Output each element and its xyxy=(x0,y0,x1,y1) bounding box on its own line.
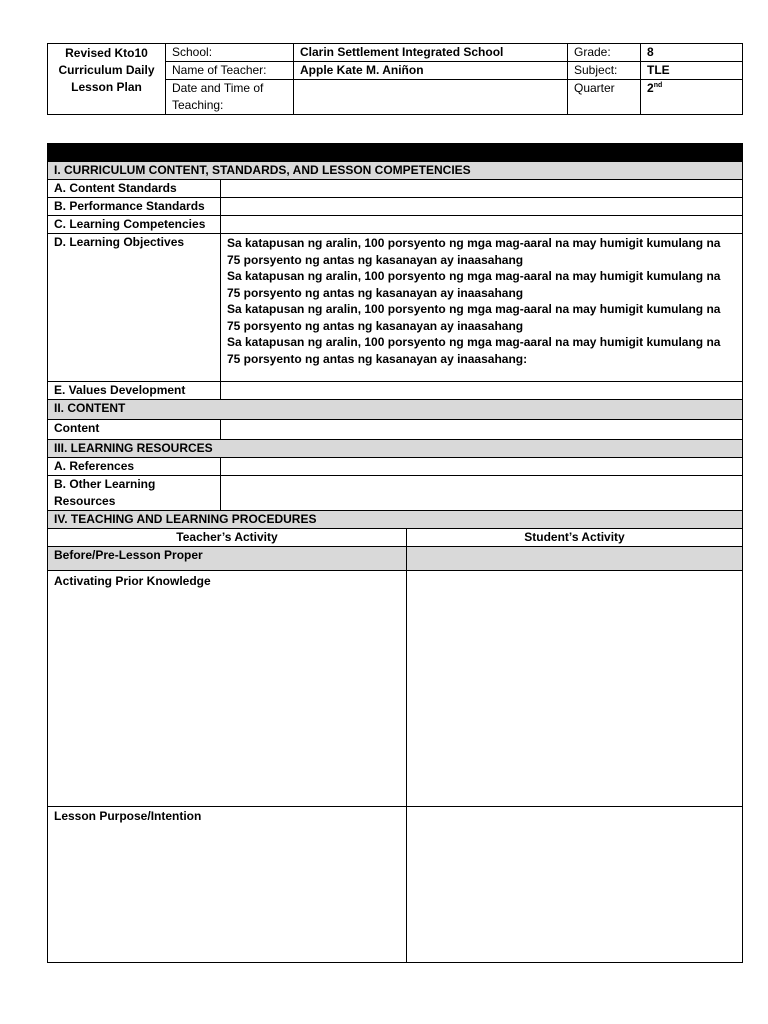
performance-standards-value xyxy=(221,198,743,216)
school-label: School: xyxy=(166,44,294,62)
activating-prior-knowledge-student xyxy=(407,571,743,807)
date-label xyxy=(166,80,294,115)
school-value: Clarin Settlement Integrated School xyxy=(294,44,568,62)
references-value xyxy=(221,458,743,476)
grade-label: Grade: xyxy=(568,44,641,62)
quarter-number: 2 xyxy=(647,81,654,95)
title-line: Lesson Plan xyxy=(71,80,142,94)
quarter-suffix: nd xyxy=(653,82,663,89)
subject-value: TLE xyxy=(641,62,743,80)
content-label: Content xyxy=(48,420,221,440)
lesson-plan-table xyxy=(47,143,743,963)
before-lesson-student xyxy=(407,547,743,571)
learning-objectives-label: D. Learning Objectives xyxy=(48,234,221,382)
objective-line: Sa katapusan ng aralin, 100 porsyento ng mga mag-aaral na may humigit kumulang na xyxy=(227,269,721,283)
date-label-line: Teaching: xyxy=(172,98,224,112)
document-title xyxy=(48,44,166,115)
objective-line: 75 porsyento ng antas ng kasanayan ay inaasahang: xyxy=(227,351,528,366)
student-activity-header: Student’s Activity xyxy=(407,529,743,547)
teacher-activity-header: Teacher’s Activity xyxy=(48,529,407,547)
date-label-line: Date and Time of xyxy=(172,81,264,95)
quarter-label: Quarter xyxy=(568,80,641,115)
quarter-value xyxy=(641,80,743,115)
section-resources: III. LEARNING RESOURCES xyxy=(48,440,743,458)
objective-line: 75 porsyento ng antas ng kasanayan ay inaasahang xyxy=(227,252,524,267)
objective-line: 75 porsyento ng antas ng kasanayan ay inaasahang xyxy=(227,285,524,300)
activating-prior-knowledge-label: Activating Prior Knowledge xyxy=(48,571,407,807)
other-resources-line: Resources xyxy=(54,494,116,508)
learning-objectives-value xyxy=(221,234,743,382)
other-resources-value xyxy=(221,476,743,511)
section-curriculum: I. CURRICULUM CONTENT, STANDARDS, AND LESSON COMPETENCIES xyxy=(48,162,743,180)
header-bar xyxy=(48,144,743,162)
section-procedures: IV. TEACHING AND LEARNING PROCEDURES xyxy=(48,511,743,529)
learning-competencies-label: C. Learning Competencies xyxy=(48,216,221,234)
lesson-purpose-label: Lesson Purpose/Intention xyxy=(48,807,407,963)
grade-value: 8 xyxy=(641,44,743,62)
other-resources-label xyxy=(48,476,221,511)
objective-line: Sa katapusan ng aralin, 100 porsyento ng mga mag-aaral na may humigit kumulang na xyxy=(227,302,721,316)
teacher-value: Apple Kate M. Aniñon xyxy=(294,62,568,80)
objective-line: Sa katapusan ng aralin, 100 porsyento ng mga mag-aaral na may humigit kumulang na xyxy=(227,236,721,250)
subject-label: Subject: xyxy=(568,62,641,80)
before-lesson-label: Before/Pre-Lesson Proper xyxy=(48,547,407,571)
references-label: A. References xyxy=(48,458,221,476)
lesson-purpose-student xyxy=(407,807,743,963)
objective-line: 75 porsyento ng antas ng kasanayan ay inaasahang xyxy=(227,318,524,333)
performance-standards-label: B. Performance Standards xyxy=(48,198,221,216)
values-development-value xyxy=(221,382,743,400)
header-table xyxy=(47,43,743,115)
title-line: Curriculum Daily xyxy=(58,63,155,77)
title-line: Revised Kto10 xyxy=(65,46,148,60)
objective-line: Sa katapusan ng aralin, 100 porsyento ng mga mag-aaral na may humigit kumulang na xyxy=(227,335,721,349)
section-content: II. CONTENT xyxy=(48,400,743,420)
learning-competencies-value xyxy=(221,216,743,234)
date-value xyxy=(294,80,568,115)
values-development-label: E. Values Development xyxy=(48,382,221,400)
teacher-label: Name of Teacher: xyxy=(166,62,294,80)
content-standards-label: A. Content Standards xyxy=(48,180,221,198)
content-value xyxy=(221,420,743,440)
other-resources-line: B. Other Learning xyxy=(54,477,156,491)
content-standards-value xyxy=(221,180,743,198)
